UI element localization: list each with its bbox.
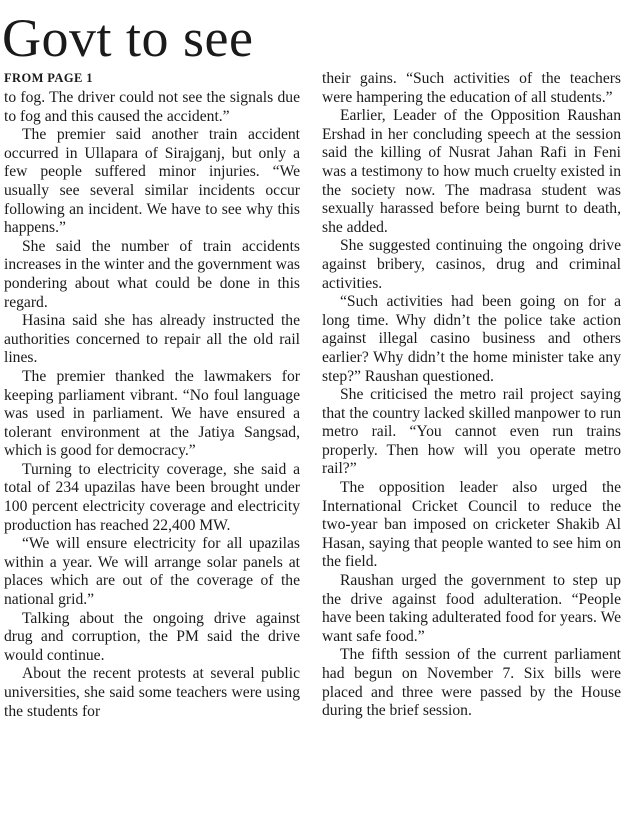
paragraph: Earlier, Leader of the Opposition Raushan Ershad in her concluding speech at the session said the killing of Nusrat Jahan Rafi in Feni was a testimony to how much cruelty existed in the society now. The madrasa student was sexually harassed before being burnt to death, she added. <box>322 107 621 236</box>
paragraph: About the recent protests at several public universities, she said some teachers were using the students for <box>4 665 300 720</box>
paragraph: The fifth session of the current parliament had begun on November 7. Six bills were placed and three were passed by the House during the brief session. <box>322 646 621 720</box>
paragraph: “We will ensure electricity for all upazilas within a year. We will arrange solar panels at places which are out of the coverage of the national grid.” <box>4 535 300 609</box>
paragraph: The opposition leader also urged the International Cricket Council to reduce the two-year ban imposed on cricketer Shakib Al Hasan, saying that people wanted to see him on the field. <box>322 479 621 571</box>
article-column-left <box>4 89 300 721</box>
paragraph: She suggested continuing the ongoing drive against bribery, casinos, drug and criminal activities. <box>322 237 621 292</box>
article-column-right <box>322 70 621 721</box>
paragraph: She said the number of train accidents increases in the winter and the government was pondering about what could be done in this regard. <box>4 237 300 311</box>
paragraph: She criticised the metro rail project saying that the country lacked skilled manpower to run metro rail. “You cannot even run trains properly. Then how will you operate metro rail?” <box>322 386 621 478</box>
paragraph: to fog. The driver could not see the signals due to fog and this caused the accident.” <box>4 89 300 125</box>
paragraph: Hasina said she has already instructed the authorities concerned to repair all the old rail lines. <box>4 312 300 367</box>
jump-label: FROM PAGE 1 <box>4 71 93 85</box>
paragraph: The premier thanked the lawmakers for keeping parliament vibrant. “No foul language was used in parliament. We have ensured a tolerant environment at the Jatiya Sangsad, which is good for democracy.” <box>4 367 300 460</box>
paragraph: The premier said another train accident occurred in Ullapara of Sirajganj, but only a few people suffered minor injuries. “We usually see several similar incidents occur following an incident. We have to see why this happens.” <box>4 126 300 237</box>
headline: Govt to see <box>2 8 254 68</box>
paragraph: “Such activities had been going on for a long time. Why didn’t the police take action against illegal casino business and others earlier? Why didn’t the home minister take any step?” Raushan questioned. <box>322 293 621 385</box>
paragraph: their gains. “Such activities of the teachers were hampering the education of all students.” <box>322 70 621 106</box>
paragraph: Talking about the ongoing drive against drug and corruption, the PM said the drive would continue. <box>4 609 300 664</box>
paragraph: Raushan urged the government to step up the drive against food adulteration. “People have been taking adulterated food for years. We want safe food.” <box>322 572 621 645</box>
paragraph: Turning to electricity coverage, she said a total of 234 upazilas have been brought under 100 percent electricity coverage and electricity production has reached 22,400 MW. <box>4 460 300 534</box>
